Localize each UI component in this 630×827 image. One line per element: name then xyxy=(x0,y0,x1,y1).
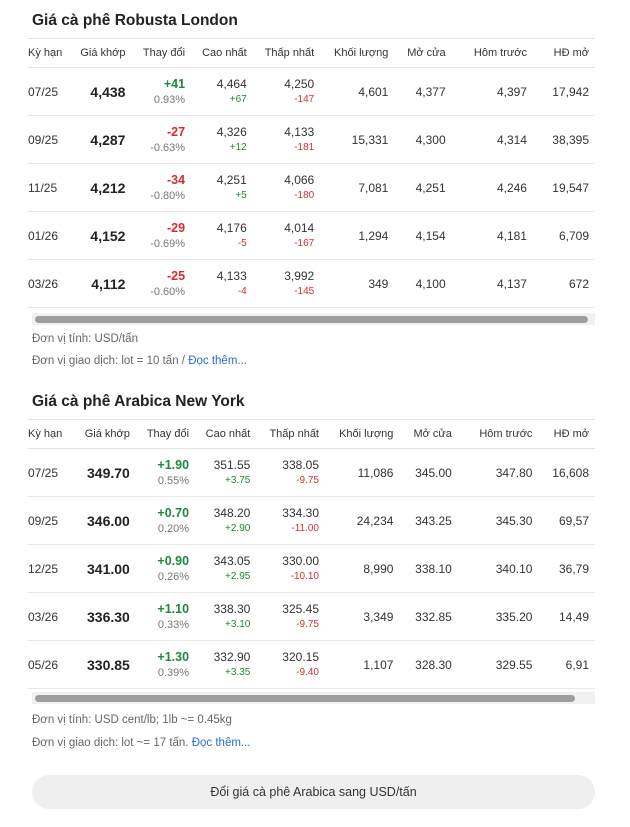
high-value: 4,176 xyxy=(216,220,247,235)
open-interest-cell: 19,547 xyxy=(533,164,595,212)
change-percent: -0.60% xyxy=(150,285,186,298)
prev-close-cell: 4,137 xyxy=(452,260,533,308)
high-change: +5 xyxy=(235,189,247,201)
column-header[interactable]: Cao nhất xyxy=(195,420,256,449)
volume-cell: 7,081 xyxy=(320,164,394,212)
open-cell: 4,154 xyxy=(394,212,451,260)
column-header[interactable]: Mở cửa xyxy=(399,420,457,449)
change-cell xyxy=(131,68,191,116)
low-value: 4,014 xyxy=(284,220,315,235)
low-cell xyxy=(256,641,325,689)
low-cell xyxy=(256,449,325,497)
low-change: -10.10 xyxy=(290,570,319,582)
robusta-scrollbar[interactable] xyxy=(32,313,595,325)
low-change: -180 xyxy=(294,189,315,201)
table-row[interactable] xyxy=(28,68,595,116)
term-cell: 07/25 xyxy=(28,68,75,116)
prev-close-cell: 4,246 xyxy=(452,164,533,212)
price-cell: 4,438 xyxy=(75,68,132,116)
high-value: 4,133 xyxy=(216,268,247,283)
table-row[interactable] xyxy=(28,449,595,497)
term-cell: 03/26 xyxy=(28,260,75,308)
high-change: +67 xyxy=(229,93,247,105)
column-header[interactable]: Thấp nhất xyxy=(256,420,325,449)
high-cell xyxy=(195,497,256,545)
column-header[interactable]: Giá khớp xyxy=(76,420,136,449)
high-change: +2.90 xyxy=(225,522,251,534)
prev-close-cell: 329.55 xyxy=(458,641,539,689)
change-value: +0.90 xyxy=(157,553,190,568)
change-cell xyxy=(131,164,191,212)
open-cell: 332.85 xyxy=(399,593,457,641)
price-cell: 4,287 xyxy=(75,116,132,164)
low-cell xyxy=(253,116,320,164)
table-row[interactable] xyxy=(28,116,595,164)
low-change: -9.75 xyxy=(296,474,319,486)
volume-cell: 3,349 xyxy=(325,593,399,641)
high-cell xyxy=(191,68,253,116)
high-change: +3.10 xyxy=(225,618,251,630)
change-cell xyxy=(131,212,191,260)
open-cell: 328.30 xyxy=(399,641,457,689)
arabica-title: Giá cà phê Arabica New York xyxy=(32,393,245,410)
table-row[interactable] xyxy=(28,497,595,545)
low-cell xyxy=(256,593,325,641)
high-value: 332.90 xyxy=(213,649,251,664)
open-interest-cell: 672 xyxy=(533,260,595,308)
change-percent: 0.55% xyxy=(157,474,190,487)
low-change: -9.40 xyxy=(296,666,319,678)
low-change: -147 xyxy=(294,93,315,105)
change-cell xyxy=(136,641,195,689)
table-row[interactable] xyxy=(28,641,595,689)
change-cell xyxy=(136,593,195,641)
term-cell: 12/25 xyxy=(28,545,76,593)
price-cell: 4,152 xyxy=(75,212,132,260)
high-change: -5 xyxy=(237,237,247,249)
low-cell xyxy=(253,68,320,116)
volume-cell: 11,086 xyxy=(325,449,399,497)
price-cell: 341.00 xyxy=(76,545,136,593)
term-cell: 03/26 xyxy=(28,593,76,641)
convert-arabica-button[interactable]: Đổi giá cà phê Arabica sang USD/tấn xyxy=(32,775,595,809)
low-change: -145 xyxy=(294,285,315,297)
change-value: +41 xyxy=(163,76,186,91)
column-header[interactable]: Mở cửa xyxy=(394,39,451,68)
high-cell xyxy=(191,212,253,260)
term-cell: 05/26 xyxy=(28,641,76,689)
low-value: 4,133 xyxy=(284,124,315,139)
change-percent: -0.80% xyxy=(150,189,186,202)
column-header[interactable]: Cao nhất xyxy=(191,39,253,68)
high-value: 4,464 xyxy=(216,76,247,91)
low-value: 325.45 xyxy=(282,601,319,616)
arabica-table xyxy=(28,419,595,689)
volume-cell: 349 xyxy=(320,260,394,308)
column-header[interactable]: Kỳ hạn xyxy=(28,420,76,449)
high-change: +3.75 xyxy=(225,474,251,486)
volume-cell: 1,294 xyxy=(320,212,394,260)
arabica-lot-note xyxy=(32,737,251,749)
change-percent: 0.93% xyxy=(153,93,186,106)
high-cell xyxy=(195,545,256,593)
table-row[interactable] xyxy=(28,260,595,308)
volume-cell: 24,234 xyxy=(325,497,399,545)
high-change: -4 xyxy=(237,285,247,297)
robusta-table-container[interactable] xyxy=(28,38,595,308)
robusta-lot-text: Đơn vị giao dịch: lot = 10 tấn / xyxy=(32,355,185,367)
open-cell: 4,377 xyxy=(394,68,451,116)
open-interest-cell: 6,91 xyxy=(538,641,595,689)
change-cell xyxy=(136,545,195,593)
table-header-row xyxy=(28,39,595,68)
term-cell: 11/25 xyxy=(28,164,75,212)
change-value: -34 xyxy=(166,172,186,187)
table-row[interactable] xyxy=(28,593,595,641)
price-cell: 330.85 xyxy=(76,641,136,689)
column-header[interactable]: Kỳ hạn xyxy=(28,39,75,68)
term-cell: 09/25 xyxy=(28,116,75,164)
change-percent: 0.20% xyxy=(157,522,190,535)
high-value: 343.05 xyxy=(213,553,251,568)
low-value: 334.30 xyxy=(282,505,319,520)
table-header-row xyxy=(28,420,595,449)
table-row[interactable] xyxy=(28,545,595,593)
robusta-lot-note xyxy=(32,355,247,367)
change-value: -27 xyxy=(166,124,186,139)
column-header[interactable]: HĐ mở xyxy=(538,420,595,449)
high-value: 4,251 xyxy=(216,172,247,187)
low-change: -9.75 xyxy=(296,618,319,630)
robusta-scrollbar-thumb[interactable] xyxy=(35,316,588,323)
low-change: -167 xyxy=(294,237,315,249)
open-cell: 4,100 xyxy=(394,260,451,308)
open-cell: 345.00 xyxy=(399,449,457,497)
change-cell xyxy=(131,260,191,308)
prev-close-cell: 4,314 xyxy=(452,116,533,164)
high-value: 348.20 xyxy=(213,505,251,520)
arabica-read-more-link[interactable]: Đọc thêm... xyxy=(191,737,251,749)
low-value: 4,250 xyxy=(284,76,315,91)
volume-cell: 4,601 xyxy=(320,68,394,116)
change-value: -25 xyxy=(166,268,186,283)
change-cell xyxy=(136,497,195,545)
prev-close-cell: 335.20 xyxy=(458,593,539,641)
prev-close-cell: 340.10 xyxy=(458,545,539,593)
term-cell: 09/25 xyxy=(28,497,76,545)
change-percent: 0.39% xyxy=(157,666,190,679)
prev-close-cell: 4,397 xyxy=(452,68,533,116)
open-interest-cell: 16,608 xyxy=(538,449,595,497)
open-interest-cell: 17,942 xyxy=(533,68,595,116)
column-header[interactable]: Hôm trước xyxy=(452,39,533,68)
table-row[interactable] xyxy=(28,164,595,212)
open-interest-cell: 36,79 xyxy=(538,545,595,593)
robusta-read-more-link[interactable]: Đọc thêm... xyxy=(188,355,247,367)
column-header[interactable]: Khối lượng xyxy=(325,420,399,449)
low-cell xyxy=(256,497,325,545)
open-interest-cell: 6,709 xyxy=(533,212,595,260)
change-percent: 0.33% xyxy=(157,618,190,631)
arabica-unit-note: Đơn vị tính: USD cent/lb; 1lb ~= 0.45kg xyxy=(32,714,232,726)
low-value: 338.05 xyxy=(282,457,319,472)
price-cell: 336.30 xyxy=(76,593,136,641)
high-cell xyxy=(191,164,253,212)
open-cell: 338.10 xyxy=(399,545,457,593)
arabica-scrollbar[interactable] xyxy=(32,692,595,704)
volume-cell: 8,990 xyxy=(325,545,399,593)
change-percent: 0.26% xyxy=(157,570,190,583)
robusta-table xyxy=(28,38,595,308)
price-cell: 4,112 xyxy=(75,260,132,308)
term-cell: 07/25 xyxy=(28,449,76,497)
column-header[interactable]: Thấp nhất xyxy=(253,39,320,68)
term-cell: 01/26 xyxy=(28,212,75,260)
arabica-lot-text: Đơn vị giao dịch: lot ~= 17 tấn. xyxy=(32,737,189,749)
open-interest-cell: 14,49 xyxy=(538,593,595,641)
low-change: -181 xyxy=(294,141,315,153)
robusta-unit-note: Đơn vị tính: USD/tấn xyxy=(32,333,138,345)
low-cell xyxy=(253,164,320,212)
low-value: 4,066 xyxy=(284,172,315,187)
high-cell xyxy=(191,116,253,164)
high-cell xyxy=(195,641,256,689)
low-value: 330.00 xyxy=(282,553,319,568)
prev-close-cell: 4,181 xyxy=(452,212,533,260)
high-value: 351.55 xyxy=(213,457,251,472)
open-interest-cell: 69,57 xyxy=(538,497,595,545)
open-cell: 4,251 xyxy=(394,164,451,212)
low-value: 3,992 xyxy=(284,268,315,283)
change-cell xyxy=(136,449,195,497)
change-value: +1.90 xyxy=(157,457,190,472)
low-cell xyxy=(253,212,320,260)
prev-close-cell: 345.30 xyxy=(458,497,539,545)
price-cell: 346.00 xyxy=(76,497,136,545)
low-value: 320.15 xyxy=(282,649,319,664)
robusta-title: Giá cà phê Robusta London xyxy=(32,12,238,29)
open-cell: 343.25 xyxy=(399,497,457,545)
column-header[interactable]: Thay đổi xyxy=(131,39,191,68)
column-header[interactable]: Khối lượng xyxy=(320,39,394,68)
price-cell: 4,212 xyxy=(75,164,132,212)
high-value: 4,326 xyxy=(216,124,247,139)
column-header[interactable]: HĐ mở xyxy=(533,39,595,68)
high-change: +3.35 xyxy=(225,666,251,678)
change-value: -29 xyxy=(166,220,186,235)
column-header[interactable]: Hôm trước xyxy=(458,420,539,449)
high-cell xyxy=(191,260,253,308)
table-row[interactable] xyxy=(28,212,595,260)
prev-close-cell: 347.80 xyxy=(458,449,539,497)
change-value: +1.10 xyxy=(157,601,190,616)
change-value: +1.30 xyxy=(157,649,190,664)
price-cell: 349.70 xyxy=(76,449,136,497)
volume-cell: 1,107 xyxy=(325,641,399,689)
high-change: +12 xyxy=(229,141,247,153)
change-cell xyxy=(131,116,191,164)
high-value: 338.30 xyxy=(213,601,251,616)
low-cell xyxy=(256,545,325,593)
open-cell: 4,300 xyxy=(394,116,451,164)
open-interest-cell: 38,395 xyxy=(533,116,595,164)
high-cell xyxy=(195,449,256,497)
volume-cell: 15,331 xyxy=(320,116,394,164)
high-change: +2.95 xyxy=(225,570,251,582)
high-cell xyxy=(195,593,256,641)
column-header[interactable]: Giá khớp xyxy=(75,39,132,68)
arabica-table-container[interactable] xyxy=(28,419,595,689)
arabica-scrollbar-thumb[interactable] xyxy=(35,695,575,702)
change-percent: -0.69% xyxy=(150,237,186,250)
low-change: -11.00 xyxy=(291,522,319,534)
change-percent: -0.63% xyxy=(150,141,186,154)
low-cell xyxy=(253,260,320,308)
column-header[interactable]: Thay đổi xyxy=(136,420,195,449)
change-value: +0.70 xyxy=(157,505,190,520)
